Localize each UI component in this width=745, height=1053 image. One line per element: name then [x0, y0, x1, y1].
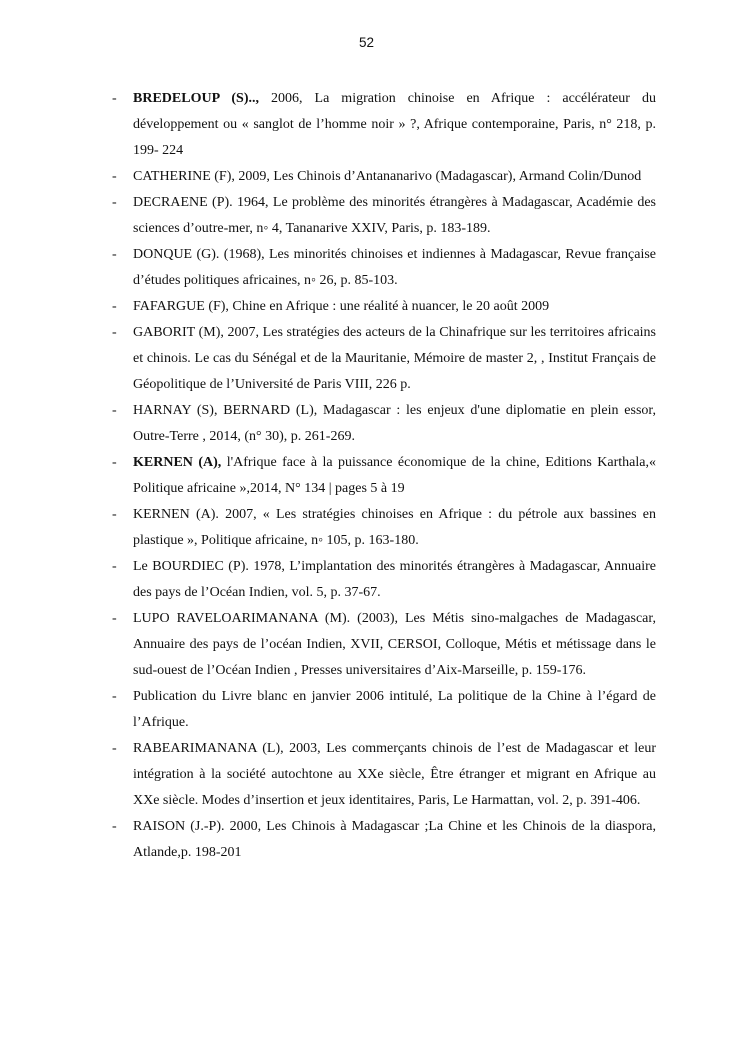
bibliography-entry [112, 814, 656, 866]
entry-text: FAFARGUE (F), Chine en Afrique : une réalité à nuancer, le 20 août 2009 [133, 299, 550, 314]
entry-author-bold: BREDELOUP (S).., [133, 91, 259, 106]
entry-text: DONQUE (G). (1968), Les minorités chinoises et indiennes à Madagascar, Revue française d’études politiques africaines, n◦ 26, p. 85-103. [133, 247, 656, 288]
entry-text: GABORIT (M), 2007, Les stratégies des acteurs de la Chinafrique sur les territoires africains et chinois. Le cas du Sénégal et de la Mauritanie, Mémoire de master 2, , Institut Français de Géopolitique de l’Université de Paris VIII, 226 p. [133, 325, 656, 392]
bibliography-entry [112, 606, 656, 684]
list-bullet: - [112, 689, 117, 704]
bibliography-entry [112, 736, 656, 814]
entry-text: Publication du Livre blanc en janvier 2006 intitulé, La politique de la Chine à l’égard de l’Afrique. [133, 689, 656, 730]
list-bullet: - [112, 455, 117, 470]
entry-text: LUPO RAVELOARIMANANA (M). (2003), Les Métis sino-malgaches de Madagascar, Annuaire des pays de l’océan Indien, XVII, CERSOI, Colloque, Métis et métissage dans le sud-ouest de l’Océan Indien , Presses universitaires d’Aix-Marseille, p. 159-176. [133, 611, 656, 678]
bibliography-list [112, 86, 656, 866]
bibliography-entry [112, 190, 656, 242]
entry-text: RABEARIMANANA (L), 2003, Les commerçants chinois de l’est de Madagascar et leur intégration à la société autochtone au XXe siècle, Être étranger et migrant en Afrique au XXe siècle. Modes d’insertion et jeux identitaires, Paris, Le Harmattan, vol. 2, p. 391-406. [133, 741, 656, 808]
bibliography-entry [112, 164, 656, 190]
entry-text: Le BOURDIEC (P). 1978, L’implantation des minorités étrangères à Madagascar, Annuaire des pays de l’Océan Indien, vol. 5, p. 37-67. [133, 559, 656, 600]
entry-text: 2006, La migration chinoise en Afrique : accélérateur du développement ou « sanglot de l’homme noir » ?, Afrique contemporaine, Paris, n° 218, p. 199- 224 [133, 91, 656, 158]
bibliography-entry [112, 86, 656, 164]
list-bullet: - [112, 507, 117, 522]
bibliography-entry [112, 320, 656, 398]
entry-text: HARNAY (S), BERNARD (L), Madagascar : les enjeux d'une diplomatie en plein essor, Outre-Terre , 2014, (n° 30), p. 261-269. [133, 403, 656, 444]
list-bullet: - [112, 403, 117, 418]
list-bullet: - [112, 325, 117, 340]
list-bullet: - [112, 741, 117, 756]
entry-text: RAISON (J.-P). 2000, Les Chinois à Madagascar ;La Chine et les Chinois de la diaspora, Atlande,p. 198-201 [133, 819, 656, 860]
list-bullet: - [112, 299, 117, 314]
bibliography-entry [112, 554, 656, 606]
list-bullet: - [112, 247, 117, 262]
entry-text: l'Afrique face à la puissance économique de la chine, Editions Karthala,« Politique africaine »,2014, N° 134 | pages 5 à 19 [133, 455, 656, 496]
entry-text: DECRAENE (P). 1964, Le problème des minorités étrangères à Madagascar, Académie des sciences d’outre-mer, n◦ 4, Tananarive XXIV, Paris, p. 183-189. [133, 195, 656, 236]
bibliography-entry [112, 294, 656, 320]
list-bullet: - [112, 559, 117, 574]
bibliography-entry [112, 242, 656, 294]
bibliography-entry [112, 450, 656, 502]
list-bullet: - [112, 169, 117, 184]
list-bullet: - [112, 611, 117, 626]
list-bullet: - [112, 819, 117, 834]
entry-text: KERNEN (A). 2007, « Les stratégies chinoises en Afrique : du pétrole aux bassines en plastique », Politique africaine, n◦ 105, p. 163-180. [133, 507, 656, 548]
bibliography-entry [112, 398, 656, 450]
entry-author-bold: KERNEN (A), [133, 455, 222, 470]
list-bullet: - [112, 195, 117, 210]
page-number: 52 [358, 35, 375, 50]
bibliography-entry [112, 502, 656, 554]
list-bullet: - [112, 91, 117, 106]
entry-text: CATHERINE (F), 2009, Les Chinois d’Antananarivo (Madagascar), Armand Colin/Dunod [133, 169, 642, 184]
bibliography-entry [112, 684, 656, 736]
